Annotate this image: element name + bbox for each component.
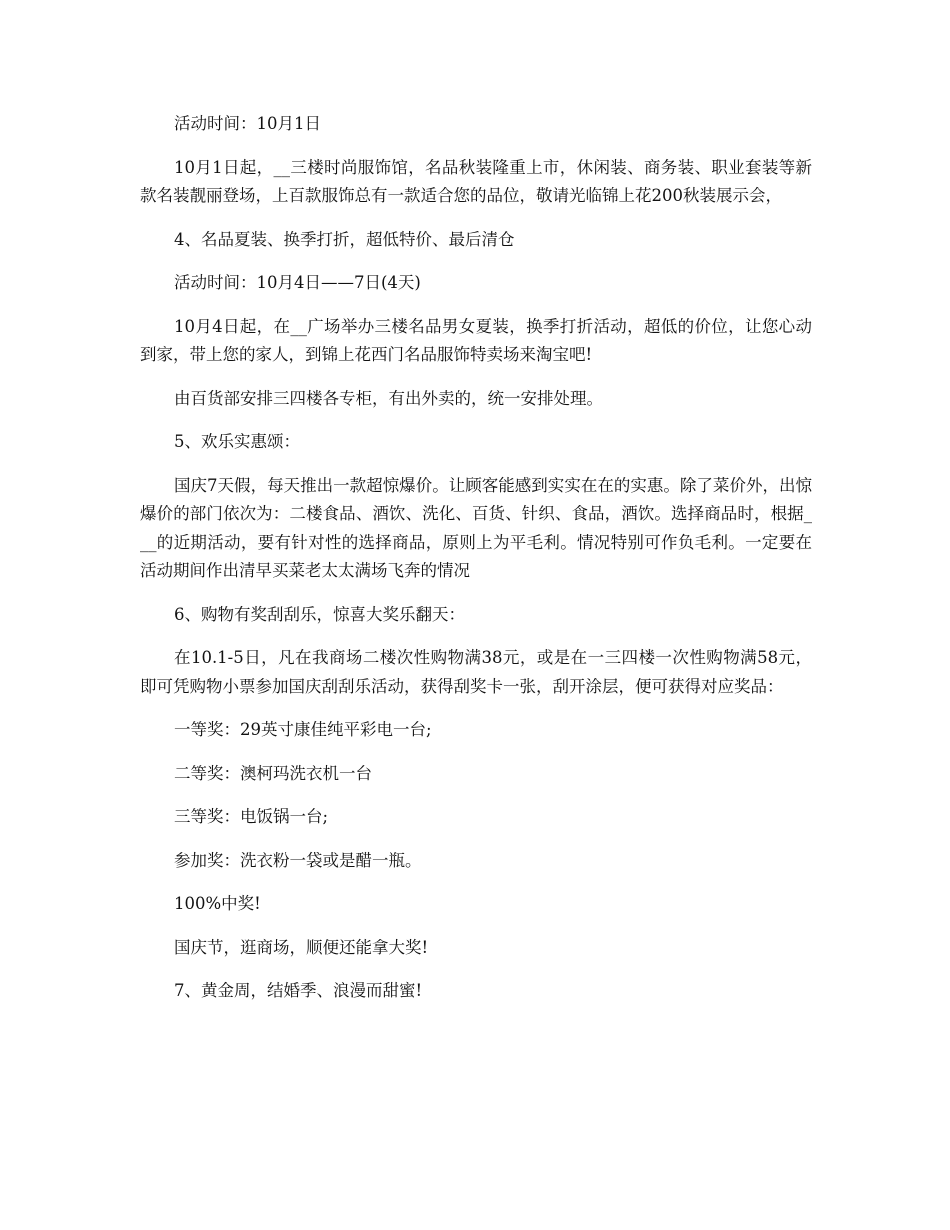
prize-participation: 参加奖：洗衣粉一袋或是醋一瓶。 (174, 850, 422, 870)
prize-first: 一等奖：29英寸康佳纯平彩电一台; (174, 720, 432, 739)
heading-happy-deals: 5、欢乐实惠颂： (174, 432, 300, 451)
paragraph-activity-time-1: 活动时间：10月1日 (174, 114, 321, 133)
paragraph-activity-time-2: 活动时间：10月4日——7日(4天) (174, 273, 421, 292)
prize-guarantee: 100%中奖! (174, 894, 261, 913)
prize-third: 三等奖：电饭锅一台; (174, 807, 329, 826)
prize-second: 二等奖：澳柯玛洗衣机一台 (174, 763, 372, 783)
heading-summer-clearance: 4、名品夏装、换季打折，超低特价、最后清仓 (174, 229, 515, 249)
heading-golden-week: 7、黄金周，结婚季、浪漫而甜蜜! (174, 981, 423, 1000)
heading-scratch-lottery: 6、购物有奖刮刮乐，惊喜大奖乐翻天： (174, 604, 465, 624)
document-body (140, 110, 812, 1021)
paragraph-lottery-rules: 在10.1-5日，凡在我商场二楼次性购物满38元，或是在一三四楼一次性购物满58元，即可凭购物小票参加国庆刮刮乐活动，获得刮奖卡一张，刮开涂层，便可获得对应奖品： (140, 648, 812, 696)
paragraph-department-arrangement: 由百货部安排三四楼各专柜，有出外卖的，统一安排处理。 (174, 388, 603, 408)
paragraph-autumn-launch: 10月1日起，__三楼时尚服饰馆，名品秋装隆重上市，休闲装、商务装、职业套装等新款名装靓丽登场，上百款服饰总有一款适合您的品位，敬请光临锦上花200秋装展示会， (140, 157, 812, 205)
paragraph-daily-deals: 国庆7天假，每天推出一款超惊爆价。让顾客能感到实实在在的实惠。除了菜价外，出惊爆价的部门依次为：二楼食品、酒饮、洗化、百货、针织、食品，酒饮。选择商品时，根据___的近期活动，要有针对性的选择商品，原则上为平毛利。情况特别可作负毛利。一定要在活动期间作出清早买菜老太太满场飞奔的情况 (140, 475, 812, 580)
paragraph-summer-sale: 10月4日起，在__广场举办三楼名品男女夏装，换季打折活动，超低的价位，让您心动到家，带上您的家人，到锦上花西门名品服饰特卖场来淘宝吧! (140, 316, 812, 364)
paragraph-slogan: 国庆节，逛商场，顺便还能拿大奖! (174, 937, 429, 957)
